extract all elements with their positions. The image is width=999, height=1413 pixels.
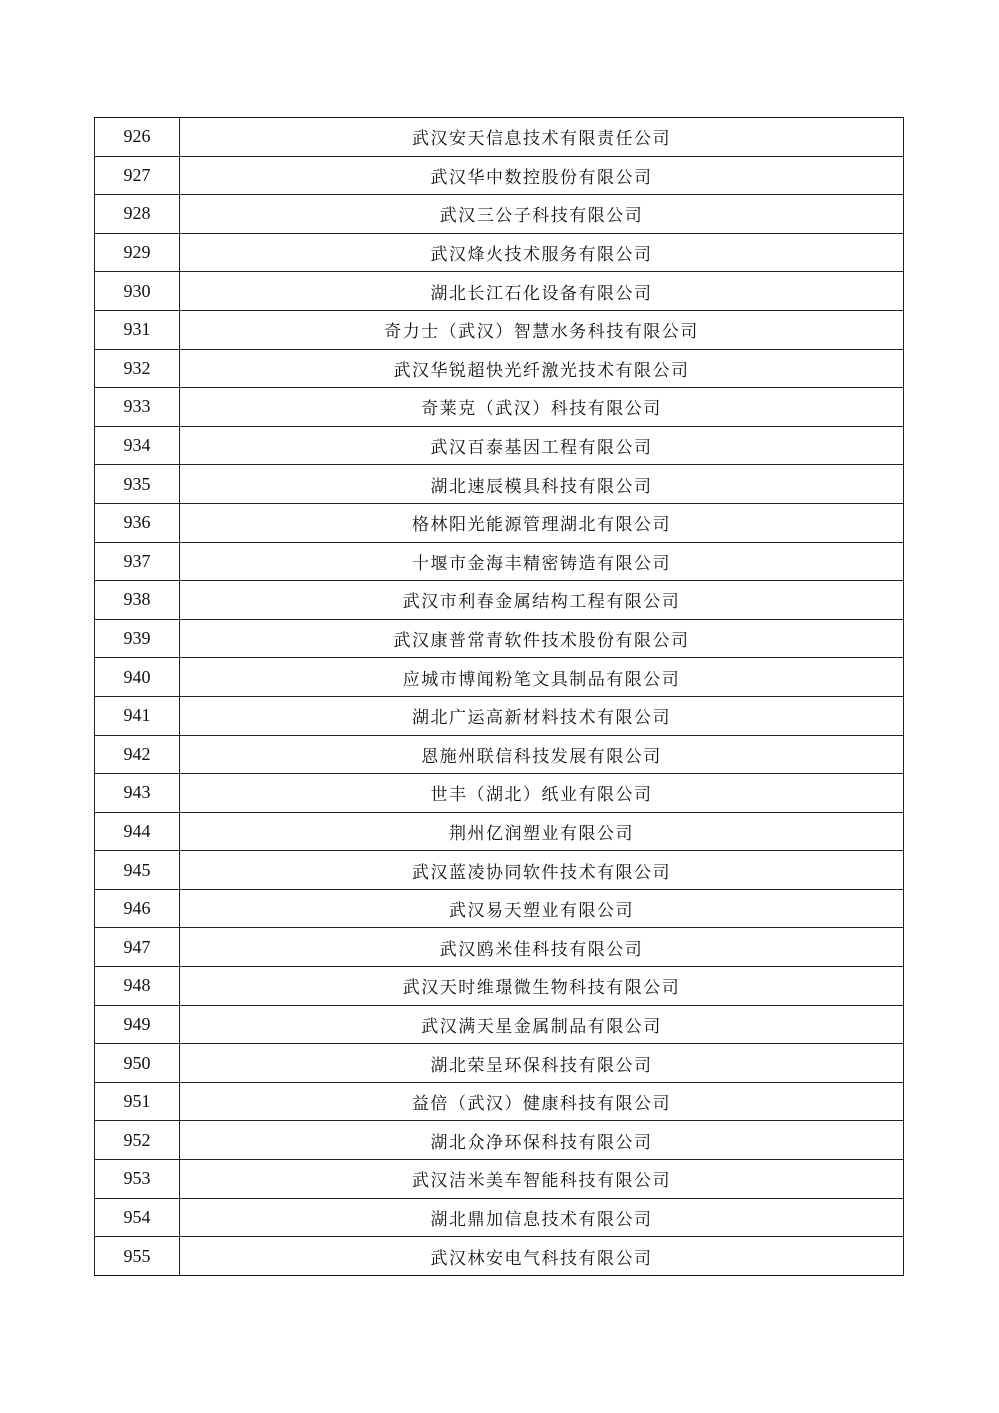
row-number: 927: [95, 156, 180, 195]
row-number: 945: [95, 851, 180, 890]
table-row: [95, 928, 904, 967]
row-number: 954: [95, 1198, 180, 1237]
company-name: 武汉蓝凌协同软件技术有限公司: [180, 851, 904, 890]
row-number: 938: [95, 581, 180, 620]
row-number: 948: [95, 967, 180, 1006]
company-name: 武汉百泰基因工程有限公司: [180, 426, 904, 465]
row-number: 935: [95, 465, 180, 504]
company-list-table: [94, 117, 904, 1276]
table-row: [95, 465, 904, 504]
table-row: [95, 658, 904, 697]
company-name: 格林阳光能源管理湖北有限公司: [180, 503, 904, 542]
row-number: 952: [95, 1121, 180, 1160]
company-name: 湖北长江石化设备有限公司: [180, 272, 904, 311]
company-list-body: [95, 118, 904, 1276]
row-number: 928: [95, 195, 180, 234]
company-name: 恩施州联信科技发展有限公司: [180, 735, 904, 774]
row-number: 944: [95, 812, 180, 851]
company-name: 武汉鸥米佳科技有限公司: [180, 928, 904, 967]
table-row: [95, 1198, 904, 1237]
company-name: 武汉三公子科技有限公司: [180, 195, 904, 234]
company-name: 武汉烽火技术服务有限公司: [180, 233, 904, 272]
row-number: 933: [95, 388, 180, 427]
company-name: 武汉天时维璟微生物科技有限公司: [180, 967, 904, 1006]
company-name: 武汉华中数控股份有限公司: [180, 156, 904, 195]
table-row: [95, 272, 904, 311]
row-number: 926: [95, 118, 180, 157]
table-row: [95, 195, 904, 234]
company-name: 荆州亿润塑业有限公司: [180, 812, 904, 851]
company-name: 武汉市利春金属结构工程有限公司: [180, 581, 904, 620]
table-row: [95, 581, 904, 620]
company-name: 武汉华锐超快光纤激光技术有限公司: [180, 349, 904, 388]
table-row: [95, 1121, 904, 1160]
company-name: 湖北鼎加信息技术有限公司: [180, 1198, 904, 1237]
table-row: [95, 233, 904, 272]
table-row: [95, 503, 904, 542]
company-name: 湖北广运高新材料技术有限公司: [180, 696, 904, 735]
row-number: 936: [95, 503, 180, 542]
row-number: 955: [95, 1237, 180, 1276]
table-row: [95, 1237, 904, 1276]
table-row: [95, 774, 904, 813]
table-row: [95, 851, 904, 890]
row-number: 949: [95, 1005, 180, 1044]
company-name: 武汉满天星金属制品有限公司: [180, 1005, 904, 1044]
table-row: [95, 1044, 904, 1083]
company-name: 武汉洁米美车智能科技有限公司: [180, 1160, 904, 1199]
table-row: [95, 156, 904, 195]
table-row: [95, 812, 904, 851]
table-row: [95, 118, 904, 157]
row-number: 934: [95, 426, 180, 465]
company-name: 武汉康普常青软件技术股份有限公司: [180, 619, 904, 658]
company-name: 武汉易天塑业有限公司: [180, 889, 904, 928]
company-name: 湖北速辰模具科技有限公司: [180, 465, 904, 504]
table-row: [95, 735, 904, 774]
table-row: [95, 426, 904, 465]
table-row: [95, 388, 904, 427]
row-number: 940: [95, 658, 180, 697]
company-name: 武汉安天信息技术有限责任公司: [180, 118, 904, 157]
table-row: [95, 542, 904, 581]
table-row: [95, 349, 904, 388]
company-name: 武汉林安电气科技有限公司: [180, 1237, 904, 1276]
row-number: 953: [95, 1160, 180, 1199]
company-name: 奇力士（武汉）智慧水务科技有限公司: [180, 310, 904, 349]
row-number: 941: [95, 696, 180, 735]
row-number: 931: [95, 310, 180, 349]
company-name: 奇莱克（武汉）科技有限公司: [180, 388, 904, 427]
table-row: [95, 619, 904, 658]
row-number: 943: [95, 774, 180, 813]
company-name: 十堰市金海丰精密铸造有限公司: [180, 542, 904, 581]
row-number: 932: [95, 349, 180, 388]
company-name: 世丰（湖北）纸业有限公司: [180, 774, 904, 813]
company-name: 应城市博闻粉笔文具制品有限公司: [180, 658, 904, 697]
row-number: 942: [95, 735, 180, 774]
row-number: 929: [95, 233, 180, 272]
table-row: [95, 696, 904, 735]
table-row: [95, 889, 904, 928]
company-name: 湖北荣呈环保科技有限公司: [180, 1044, 904, 1083]
company-name: 益倍（武汉）健康科技有限公司: [180, 1082, 904, 1121]
table-row: [95, 310, 904, 349]
row-number: 950: [95, 1044, 180, 1083]
table-row: [95, 1082, 904, 1121]
company-name: 湖北众净环保科技有限公司: [180, 1121, 904, 1160]
row-number: 930: [95, 272, 180, 311]
table-row: [95, 967, 904, 1006]
row-number: 947: [95, 928, 180, 967]
row-number: 946: [95, 889, 180, 928]
table-row: [95, 1160, 904, 1199]
table-row: [95, 1005, 904, 1044]
row-number: 939: [95, 619, 180, 658]
row-number: 951: [95, 1082, 180, 1121]
row-number: 937: [95, 542, 180, 581]
